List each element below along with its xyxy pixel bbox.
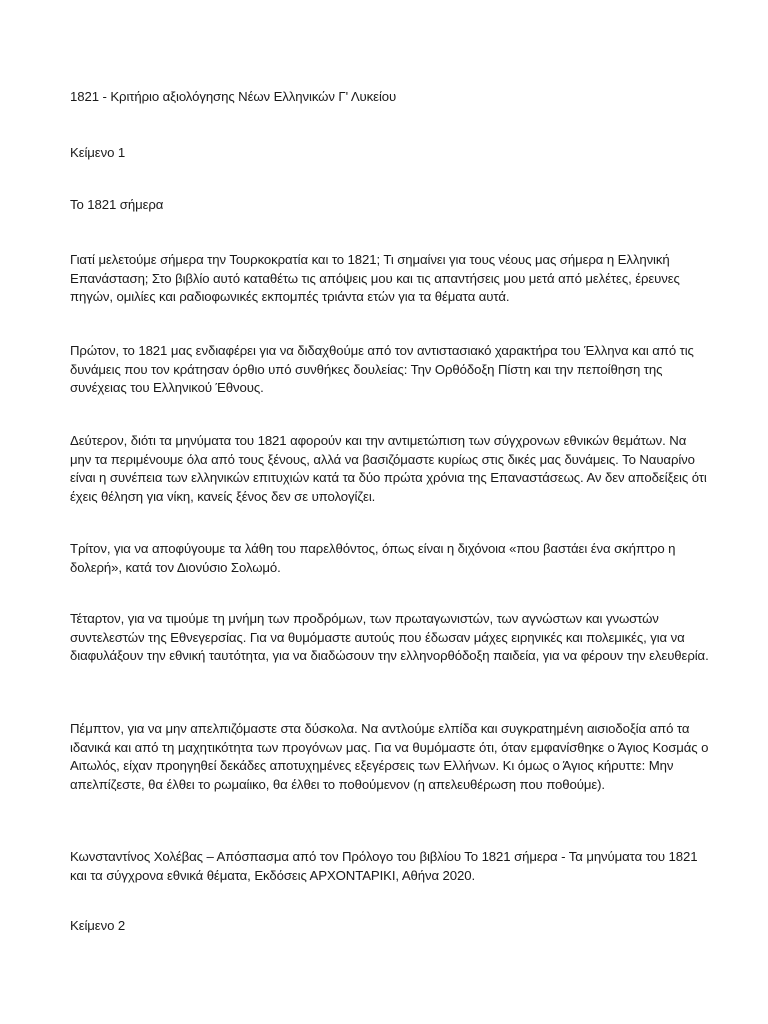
paragraph-third: Τρίτον, για να αποφύγουμε τα λάθη του παρελθόντος, όπως είναι η διχόνοια «που βαστάει ένα σκήπτρο η δολερή», κατά τον Διονύσιο Σολωμό. <box>70 541 676 575</box>
paragraph-first: Πρώτον, το 1821 μας ενδιαφέρει για να διδαχθούμε από τον αντιστασιακό χαρακτήρα του Έλληνα και από τις δυνάμεις που τον κράτησαν όρθιο υπό συνθήκες δουλείας: Την Ορθόδοξη Πίστη και την πεποίθηση της συνέχειας του Ελληνικού Έθνους. <box>70 343 694 395</box>
source-citation: Κωνσταντίνος Χολέβας – Απόσπασμα από τον Πρόλογο του βιβλίου Το 1821 σήμερα - Τα μηνύματα του 1821 και τα σύγχρονα εθνικά θέματα, Εκδόσεις ΑΡΧΟΝΤΑΡΙΚΙ, Αθήνα 2020. <box>70 849 698 883</box>
paragraph-second: Δεύτερον, διότι τα μηνύματα του 1821 αφορούν και την αντιμετώπιση των σύγχρονων εθνικών θεμάτων. Να μην τα περιμένουμε όλα από τους ξένους, αλλά να βασιζόμαστε κυρίως στις δικές μας δυνάμεις. Το Ναυαρίνο είναι η συνέπεια των ελληνικών επιτυχιών κατά τα δύο πρώτα χρόνια της Επαναστάσεως. Αν δεν αποδείξεις ότι έχεις θέληση για νίκη, κανείς ξένος δεν σε υπολογίζει. <box>70 433 707 504</box>
text2-heading: Κείμενο 2 <box>70 918 126 933</box>
document-title: 1821 - Κριτήριο αξιολόγησης Νέων Ελληνικών Γ' Λυκείου <box>70 89 397 104</box>
paragraph-fourth: Τέταρτον, για να τιμούμε τη μνήμη των προδρόμων, των πρωταγωνιστών, των αγνώστων και γνωστών συντελεστών της Εθνεγερσίας. Για να θυμόμαστε αυτούς που έδωσαν μάχες ειρηνικές και πολεμικές, για να διαφυλάξουν την εθνική ταυτότητα, για να διαδώσουν την ελληνορθόδοξη παιδεία, για να φέρουν την ελευθερία. <box>70 611 709 663</box>
text1-heading: Κείμενο 1 <box>70 145 126 160</box>
text1-subtitle: Το 1821 σήμερα <box>70 197 164 212</box>
paragraph-intro: Γιατί μελετούμε σήμερα την Τουρκοκρατία και το 1821; Τι σημαίνει για τους νέους μας σήμερα η Ελληνική Επανάσταση; Στο βιβλίο αυτό καταθέτω τις απόψεις μου και τις απαντήσεις μου μετά από μελέτες, έρευνες πηγών, ομιλίες και ραδιοφωνικές εκπομπές τριάντα ετών για τα θέματα αυτά. <box>70 252 680 304</box>
paragraph-fifth: Πέμπτον, για να μην απελπιζόμαστε στα δύσκολα. Να αντλούμε ελπίδα και συγκρατημένη αισιοδοξία από τα ιδανικά και από τη μαχητικότητα των προγόνων μας. Για να θυμόμαστε ότι, όταν εμφανίσθηκε ο Άγιος Κοσμάς ο Αιτωλός, είχαν προηγηθεί δεκάδες αποτυχημένες εξεγέρσεις των Ελλήνων. Κι όμως ο Άγιος κήρυττε: Μην απελπίζεστε, θα έλθει το ρωμαίικο, θα έλθει το ποθούμενον (η απελευθέρωση που ποθούμε). <box>70 721 709 792</box>
